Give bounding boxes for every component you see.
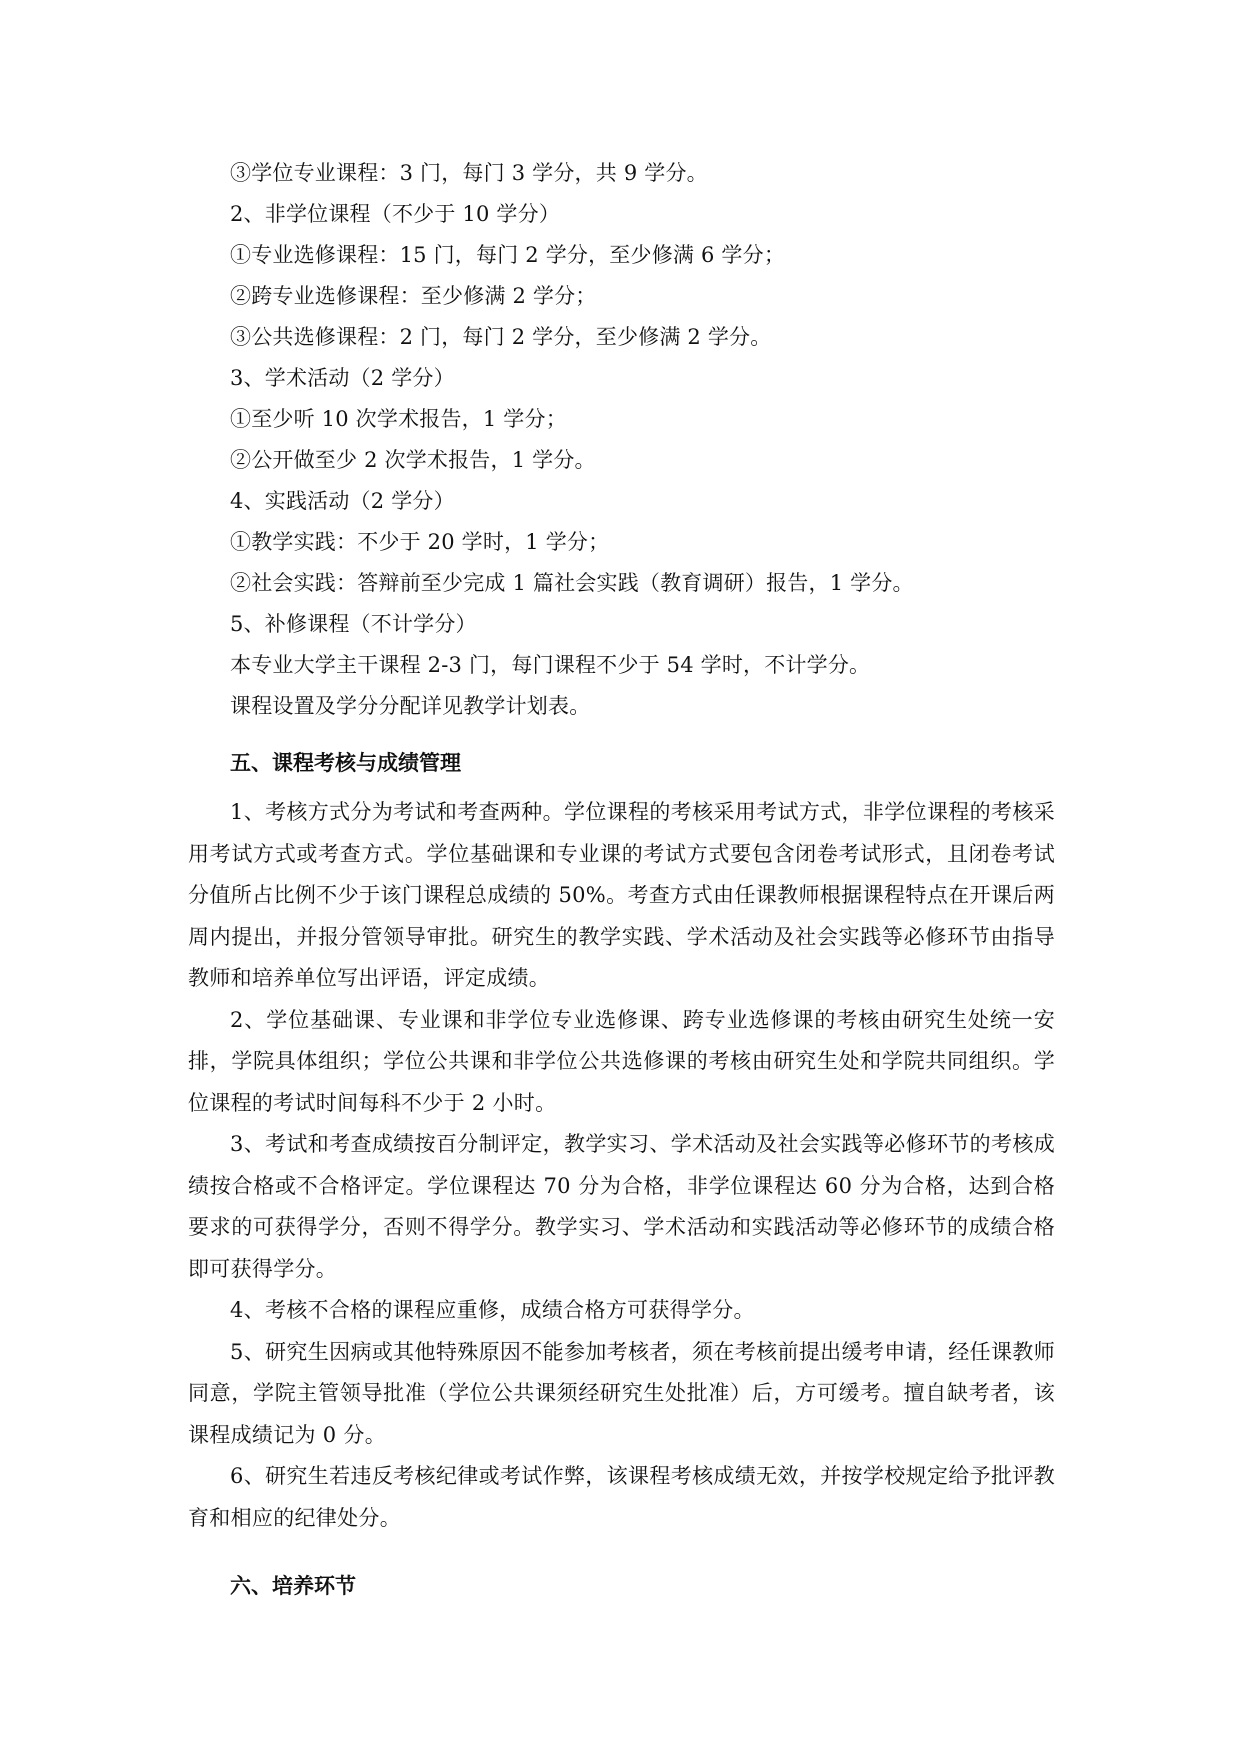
text-line: ①教学实践：不少于 20 学时，1 学分； (230, 530, 610, 554)
text-line: 2、非学位课程（不少于 10 学分） (230, 202, 561, 226)
text-line: 5、补修课程（不计学分） (230, 612, 477, 636)
paragraph: 3、考试和考查成绩按百分制评定，教学实习、学术活动及社会实践等必修环节的考核成绩按合格或不合格评定。学位课程达 70 分为合格，非学位课程达 60 分为合格，达到合格要求的可获得学分，否则不得学分。教学实习、学术活动和实践活动等必修环节的成绩合格即可获得学分。 (188, 1132, 1055, 1281)
paragraph: 6、研究生若违反考核纪律或考试作弊，该课程考核成绩无效，并按学校规定给予批评教育和相应的纪律处分。 (188, 1464, 1055, 1530)
text-line: 课程设置及学分分配详见教学计划表。 (230, 694, 591, 718)
paragraph: 1、考核方式分为考试和考查两种。学位课程的考核采用考试方式，非学位课程的考核采用考试方式或考查方式。学位基础课和专业课的考试方式要包含闭卷考试形式，且闭卷考试分值所占比例不少于该门课程总成绩的 50%。考查方式由任课教师根据课程特点在开课后两周内提出，并报分管领导审批。研究生的教学实践、学术活动及社会实践等必修环节由指导教师和培养单位写出评语，评定成绩。 (188, 800, 1055, 990)
text-line: ②公开做至少 2 次学术报告，1 学分。 (230, 448, 596, 472)
text-line: ③公共选修课程：2 门，每门 2 学分，至少修满 2 学分。 (230, 325, 772, 349)
paragraph: 5、研究生因病或其他特殊原因不能参加考核者，须在考核前提出缓考申请，经任课教师同意，学院主管领导批准（学位公共课须经研究生处批准）后，方可缓考。擅自缺考者，该课程成绩记为 0 分。 (188, 1339, 1055, 1447)
text-line: ①至少听 10 次学术报告，1 学分； (230, 407, 567, 431)
text-line: 3、学术活动（2 学分） (230, 366, 455, 390)
text-line: ②社会实践：答辩前至少完成 1 篇社会实践（教育调研）报告，1 学分。 (230, 571, 914, 595)
section-heading-assessment: 五、课程考核与成绩管理 (230, 751, 461, 775)
text-line: 4、实践活动（2 学分） (230, 489, 455, 513)
text-line: ②跨专业选修课程：至少修满 2 学分； (230, 284, 597, 308)
text-line: ①专业选修课程：15 门，每门 2 学分，至少修满 6 学分； (230, 243, 786, 267)
paragraph: 4、考核不合格的课程应重修，成绩合格方可获得学分。 (230, 1298, 755, 1322)
text-line: ③学位专业课程：3 门，每门 3 学分，共 9 学分。 (230, 161, 708, 185)
paragraph: 2、学位基础课、专业课和非学位专业选修课、跨专业选修课的考核由研究生处统一安排，学院具体组织；学位公共课和非学位公共选修课的考核由研究生处和学院共同组织。学位课程的考试时间每科不少于 2 小时。 (188, 1007, 1055, 1115)
text-line: 本专业大学主干课程 2-3 门，每门课程不少于 54 学时，不计学分。 (230, 653, 871, 677)
section-heading-training: 六、培养环节 (230, 1574, 356, 1598)
document-body (188, 153, 1055, 1607)
